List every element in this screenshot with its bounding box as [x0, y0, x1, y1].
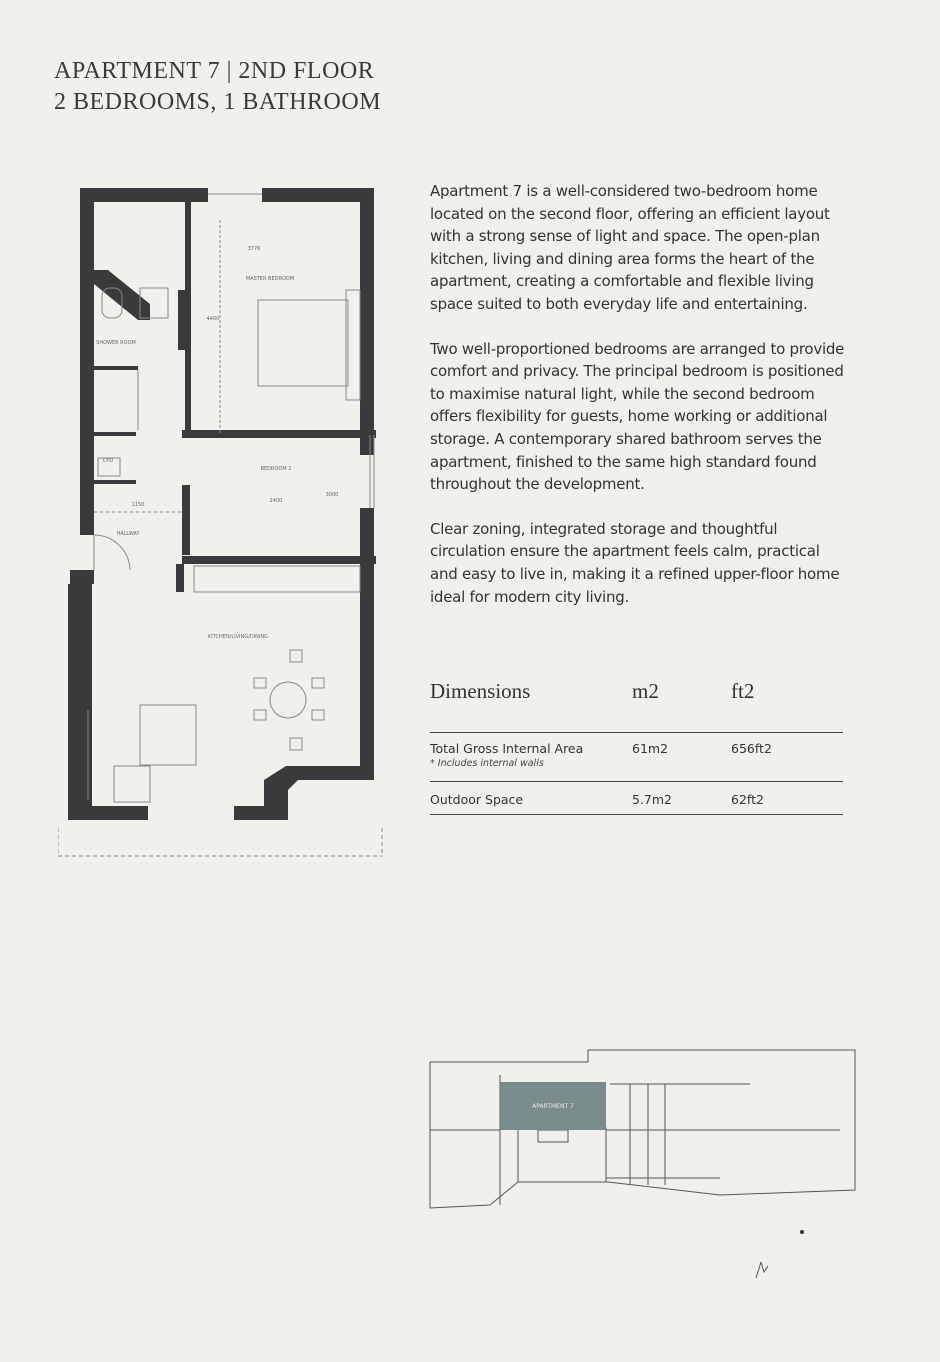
row-note: * Includes internal walls — [430, 758, 544, 769]
description-paragraph: Apartment 7 is a well-considered two-bedroom home located on the second floor, offering an efficient layout with a strong sense of light and space. The open-plan kitchen, living and dining area forms the heart of the apartment, creating a comfortable and flexible living space suited to both everyday life and entertaining. — [430, 182, 830, 313]
row-m2-value: 5.7m2 — [632, 792, 673, 807]
apartment-description — [430, 180, 850, 630]
dimension-label: 3000 — [325, 492, 339, 498]
description-paragraph: Two well-proportioned bedrooms are arranged to provide comfort and privacy. The principal bedroom is positioned to maximise natural light, while the second bedroom offers flexibility for guests, home working or additional storage. A contemporary shared bathroom serves the apartment, finished to the same high standard found throughout the development. — [430, 339, 845, 494]
row-ft2-value: 656ft2 — [731, 741, 772, 756]
row-m2-value: 61m2 — [632, 741, 669, 756]
table-row — [430, 733, 843, 782]
room-label-master-bedroom: MASTER BEDROOM — [245, 276, 295, 282]
column-ft2: ft2 — [731, 679, 755, 703]
north-marker — [800, 1230, 804, 1234]
room-label-bedroom-2: BEDROOM 2 — [260, 466, 292, 472]
row-ft2-value: 62ft2 — [731, 792, 764, 807]
dimension-label: 1150 — [131, 502, 145, 508]
room-label-shower-room: SHOWER ROOM — [96, 340, 136, 346]
title-line-apartment-floor: APARTMENT 7 | 2ND FLOOR — [54, 58, 375, 84]
room-label-kitchen-living-dining: KITCHEN/LIVING/DINING — [208, 634, 268, 640]
site-plan — [420, 1040, 860, 1290]
row-label: Outdoor Space — [430, 792, 524, 807]
table-row — [430, 782, 843, 815]
page-title — [54, 56, 381, 118]
row-label: Total Gross Internal Area — [430, 741, 584, 756]
title-line-bedrooms-bathrooms: 2 BEDROOMS, 1 BATHROOM — [54, 89, 382, 115]
dimensions-table — [430, 680, 843, 815]
floor-plan — [58, 180, 388, 860]
dimensions-title: Dimensions — [430, 679, 531, 703]
north-arrow-icon — [756, 1262, 768, 1278]
site-plan-apartment-label: APARTMENT 7 — [532, 1103, 574, 1110]
dimensions-header — [430, 680, 843, 733]
column-m2: m2 — [632, 679, 659, 703]
dimension-label: 2400 — [269, 498, 283, 504]
room-label-cpd: CPD — [102, 458, 114, 464]
description-paragraph: Clear zoning, integrated storage and thoughtful circulation ensure the apartment feels calm, practical and easy to live in, making it a refined upper-floor home ideal for modern city living. — [430, 519, 840, 606]
room-label-hallway: HALLWAY — [116, 531, 140, 537]
dimension-label: 4400 — [206, 316, 220, 322]
dimension-label: 3776 — [247, 246, 261, 252]
